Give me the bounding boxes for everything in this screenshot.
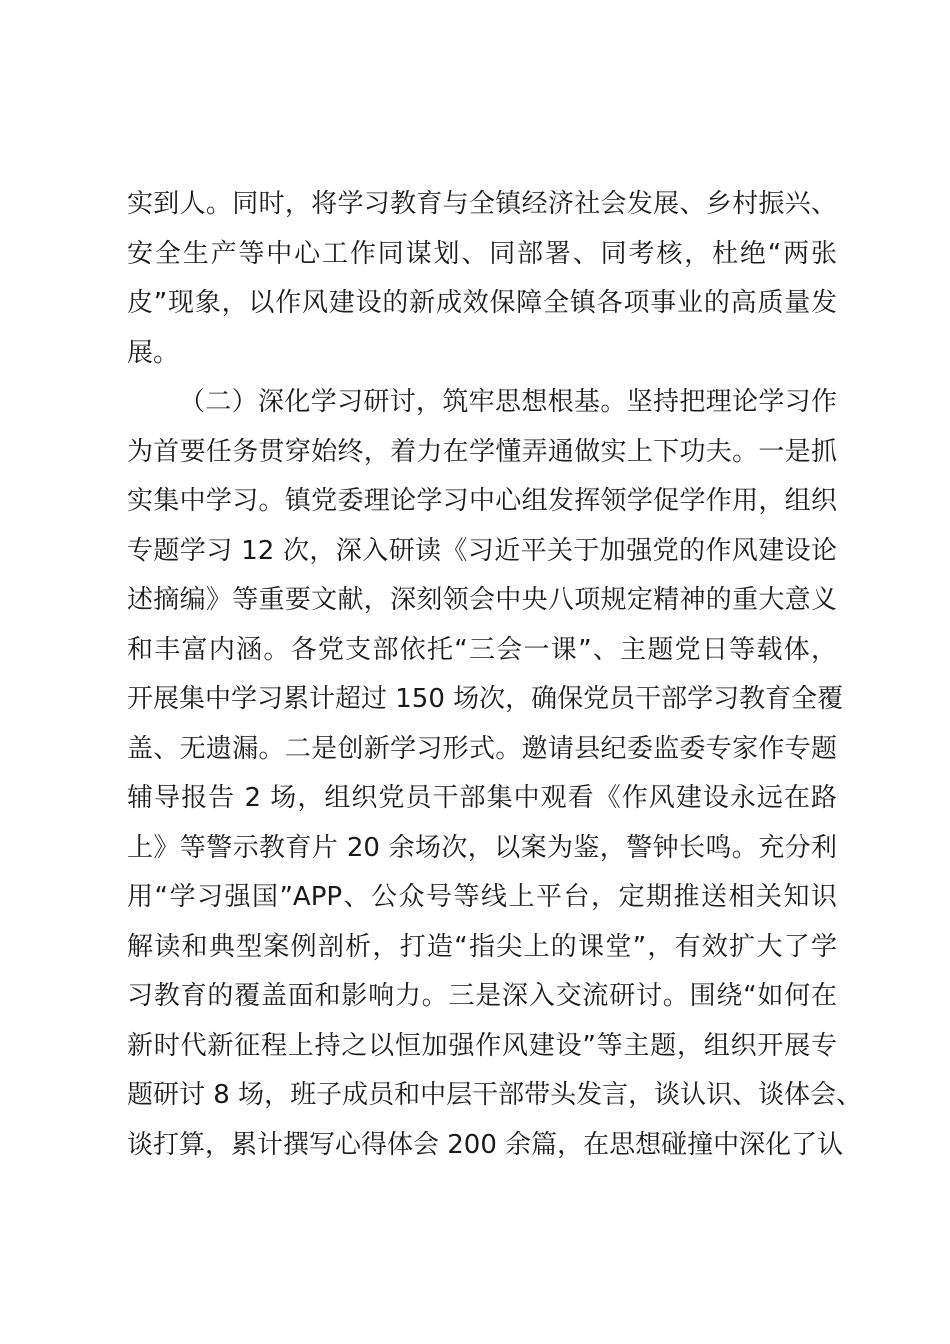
text-line: 题研讨 8 场，班子成员和中层干部带头发言，谈认识、谈体会、 [127,1080,863,1110]
text-line: 实集中学习。镇党委理论学习中心组发挥领学促学作用，组织 [127,486,837,516]
paragraph-section-two [127,378,863,1170]
text-line: 和丰富内涵。各党支部依托“三会一课”、主题党日等载体， [127,634,837,665]
text-line: 辅导报告 2 场，组织党员干部集中观看《作风建设永远在路 [127,783,837,813]
document-body [127,180,863,1170]
text-line: 述摘编》等重要文献，深刻领会中央八项规定精神的重大意义 [127,585,837,615]
text-line: 皮”现象，以作风建设的新成效保障全镇各项事业的高质量发 [127,288,837,318]
text-line: 专题学习 12 次，深入研读《习近平关于加强党的作风建设论 [127,535,837,566]
section-heading-line: （二）深化学习研讨，筑牢思想根基。坚持把理论学习作 [179,387,837,417]
text-line: 盖、无遗漏。二是创新学习形式。邀请县纪委监委专家作专题 [127,733,837,764]
text-line: 实到人。同时，将学习教育与全镇经济社会发展、乡村振兴、 [127,189,837,219]
text-line: 解读和典型案例剖析，打造“指尖上的课堂”，有效扩大了学 [127,931,837,962]
paragraph-continuation [127,180,837,378]
text-line: 为首要任务贯穿始终，着力在学懂弄通做实上下功夫。一是抓 [127,436,837,467]
text-line: 展。 [127,337,180,368]
text-line: 开展集中学习累计超过 150 场次，确保党员干部学习教育全覆 [127,684,844,714]
text-line: 谈打算，累计撰写心得体会 200 余篇，在思想碰撞中深化了认 [127,1129,844,1160]
text-line: 新时代新征程上持之以恒加强作风建设”等主题，组织开展专 [127,1030,837,1061]
text-line: 上》等警示教育片 20 余场次，以案为鉴，警钟长鸣。充分利 [127,832,837,863]
text-line: 安全生产等中心工作同谋划、同部署、同考核，杜绝“两张 [127,238,837,269]
text-line: 习教育的覆盖面和影响力。三是深入交流研讨。围绕“如何在 [127,981,837,1011]
text-line: 用“学习强国”APP、公众号等线上平台，定期推送相关知识 [127,882,837,912]
